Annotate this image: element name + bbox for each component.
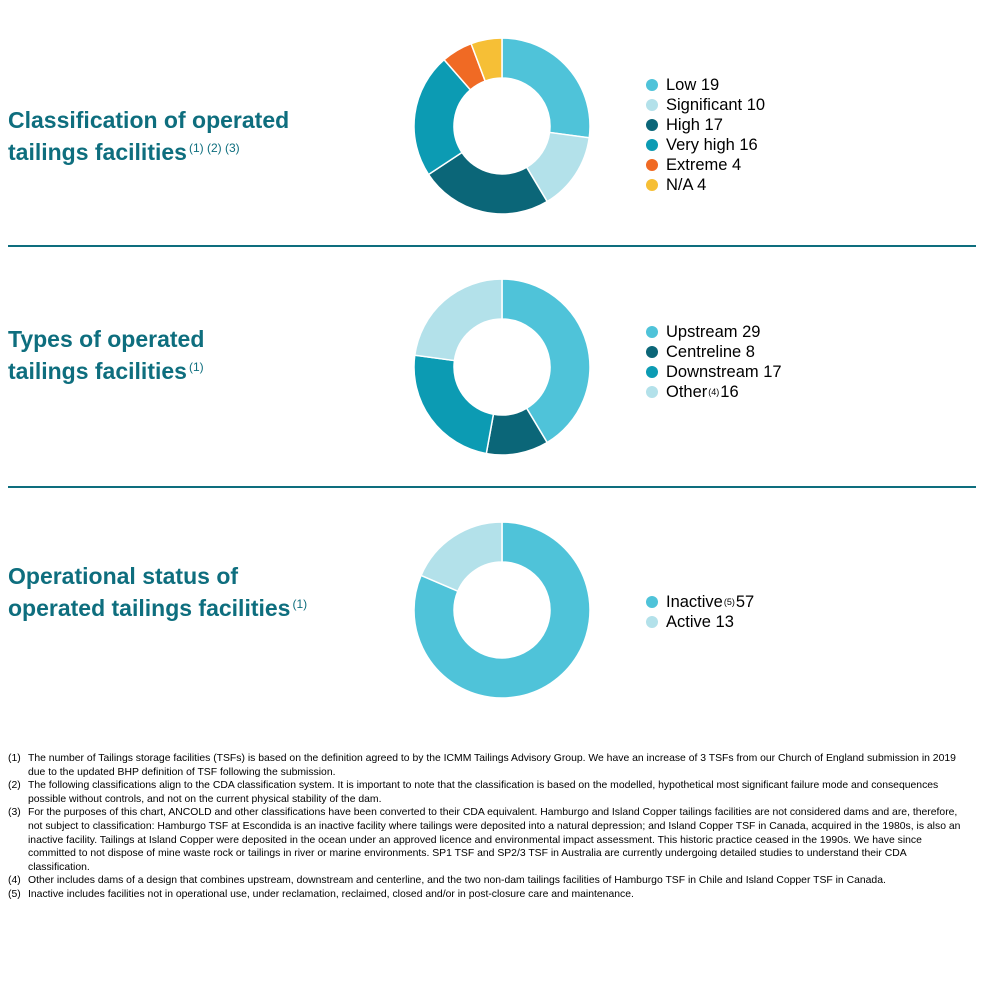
legend-value: 57 [735, 593, 755, 611]
footnote-text: The following classifications align to the CDA classification system. It is important to note that the classification is based on the modelled, hypothetical most significant failure mode and consequences possible without controls, and not on the current physical stability of the dam. [28, 780, 939, 805]
legend-item [646, 342, 782, 362]
legend-footnote-ref: (4) [708, 387, 720, 397]
section-status [0, 488, 1000, 728]
donut-slice-low [502, 38, 590, 138]
section-classification [0, 0, 1000, 245]
types-donut-chart [414, 279, 590, 455]
donut-slice-active [421, 522, 502, 591]
title-footnote-ref: (1) [292, 597, 308, 611]
classification-legend [646, 75, 765, 195]
section-title [8, 562, 307, 622]
footnote-number: (1) [8, 753, 21, 764]
legend-label: N/A 4 [666, 176, 707, 194]
title-line-1: Types of operated [8, 326, 205, 352]
section-types [0, 247, 1000, 487]
legend-swatch [646, 326, 658, 338]
title-line-1: Classification of operated [8, 107, 290, 133]
legend-item [646, 382, 782, 402]
legend-item [646, 612, 754, 632]
title-line-1: Operational status of [8, 563, 239, 589]
footnote-text: Other includes dams of a design that combines upstream, downstream and centerline, and the two non-dam tailings facilities of Hamburgo TSF in Chile and Island Copper TSF in Canada. [28, 875, 886, 887]
legend-label: Extreme 4 [666, 156, 742, 174]
footnotes [8, 752, 968, 902]
legend-label: Downstream 17 [666, 363, 782, 381]
footnote-number: (3) [8, 807, 21, 819]
legend-item [646, 75, 765, 95]
title-line-2: operated tailings facilities [8, 595, 291, 621]
legend-item [646, 362, 782, 382]
status-legend [646, 592, 754, 632]
legend-swatch [646, 159, 658, 171]
footnote [8, 874, 968, 888]
types-legend [646, 322, 782, 402]
status-donut-chart [414, 522, 590, 698]
legend-swatch [646, 139, 658, 151]
footnote [8, 888, 968, 902]
title-line-2: tailings facilities [8, 139, 187, 165]
legend-label: Other [666, 383, 708, 401]
legend-swatch [646, 616, 658, 628]
title-footnote-ref: (1) (2) (3) [188, 141, 240, 155]
legend-swatch [646, 179, 658, 191]
donut-slice-downstream [414, 355, 493, 453]
legend-swatch [646, 99, 658, 111]
donut-slice-other [415, 279, 502, 361]
footnote-number: (5) [8, 888, 21, 900]
footnote-text: The number of Tailings storage facilities (TSFs) is based on the definition agreed to by the ICMM Tailings Advisory Group. We have an increase of 3 TSFs from our Church of England submission in 2019 due to the updated BHP definition of TSF following the submission. [28, 753, 956, 778]
footnote [8, 779, 968, 806]
legend-swatch [646, 596, 658, 608]
legend-swatch [646, 79, 658, 91]
legend-swatch [646, 119, 658, 131]
legend-item [646, 155, 765, 175]
legend-label: Upstream 29 [666, 323, 761, 341]
legend-item [646, 115, 765, 135]
legend-label: Very high 16 [666, 136, 758, 154]
title-footnote-ref: (1) [188, 360, 204, 374]
legend-item [646, 95, 765, 115]
section-title [8, 325, 204, 385]
legend-item [646, 135, 765, 155]
classification-donut-chart [414, 38, 590, 214]
legend-label: Inactive [666, 593, 723, 611]
footnote-text: Inactive includes facilities not in operational use, under reclamation, reclaimed, closed and/or in post-closure care and maintenance. [28, 888, 634, 900]
footnote-number: (2) [8, 780, 21, 792]
footnote-text: For the purposes of this chart, ANCOLD and other classifications have been converted to their CDA equivalent. Hamburgo and Island Copper tailings facilities are not considered dams and are, therefore, not subject to classification: Hamburgo TSF at Escondida is an inactive facility where tailings were deposited into a natural depression; and Island Copper TSF in Canada, acquired in the 1980s, is also an inactive facility. Tailings at Island Copper were deposited in the ocean under an approved licence and environmental impact assessment. This historic practice ceased in the 1990s. We have since committed to not dispose of mine waste rock or tailings in river or marine environments. SP1 TSF and SP2/3 TSF in Australia are currently undergoing detailed studies to understand their CDA classification. [28, 807, 961, 873]
legend-label: Low 19 [666, 76, 720, 94]
footnote-number: (4) [8, 875, 21, 887]
legend-label: Centreline 8 [666, 343, 755, 361]
legend-footnote-ref: (5) [723, 597, 735, 607]
legend-value: 16 [720, 383, 739, 401]
legend-item [646, 175, 765, 195]
legend-label: High 17 [666, 116, 723, 134]
footnote [8, 752, 968, 779]
legend-label: Significant 10 [666, 96, 766, 114]
legend-swatch [646, 366, 658, 378]
legend-swatch [646, 346, 658, 358]
legend-item [646, 592, 754, 612]
footnote [8, 806, 968, 874]
legend-swatch [646, 386, 658, 398]
legend-item [646, 322, 782, 342]
title-line-2: tailings facilities [8, 358, 187, 384]
section-title [8, 106, 289, 166]
legend-label: Active 13 [666, 613, 734, 631]
